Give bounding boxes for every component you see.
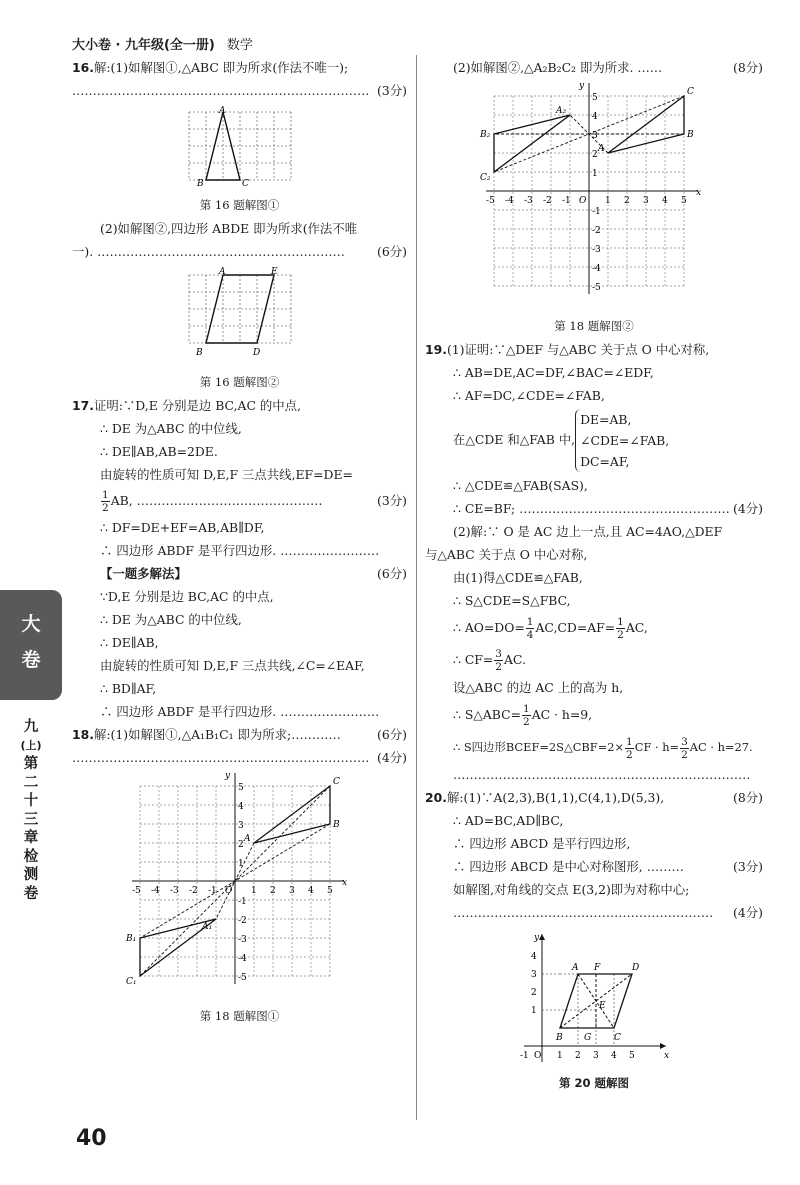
x-tick: 2 — [624, 196, 630, 206]
q17-method-title: 【一题多解法】 — [100, 566, 187, 581]
page-header — [72, 34, 253, 53]
label-A: A — [218, 267, 225, 277]
x-tick: -4 — [150, 886, 160, 896]
label-C: C — [687, 87, 694, 97]
x-tick: 5 — [681, 196, 687, 206]
label-B: B — [687, 130, 694, 140]
q18-caption1: 第 18 题解图① — [199, 1009, 280, 1023]
x-tick: -1 — [562, 196, 571, 206]
subject-label: 数学 — [226, 38, 253, 53]
q16-caption1: 第 16 题解图① — [199, 198, 280, 212]
x-tick: 1 — [605, 196, 611, 206]
q20-number: 20. — [425, 790, 447, 805]
y-tick: -5 — [237, 973, 247, 983]
q19-points1: (4分) — [733, 501, 763, 516]
label-B: B — [556, 1033, 563, 1043]
x-tick: -3 — [524, 196, 533, 206]
label-C1: C₁ — [125, 977, 136, 987]
label-B2: B₂ — [480, 130, 491, 140]
q18-figure1 — [72, 773, 407, 1006]
label-B: B — [332, 820, 340, 830]
q17-line3: ∴ DE∥AB,AB=2DE. — [100, 444, 218, 459]
q20-points1: (3分) — [733, 859, 763, 874]
label-A: A — [243, 834, 250, 844]
y-tick: -4 — [592, 264, 601, 274]
y-tick: 4 — [531, 952, 537, 962]
label-C: C — [332, 777, 340, 787]
q18-coordinate-figure1 — [125, 773, 355, 999]
q20-line5: 如解图,对角线的交点 E(3,2)即为对称中心; — [453, 882, 690, 897]
y-tick: 1 — [592, 169, 598, 179]
q20-line2: ∴ AD=BC,AD∥BC, — [453, 813, 564, 828]
label-E: E — [270, 267, 278, 277]
q18-figure2 — [425, 83, 763, 316]
q17-points1: (3分) — [377, 493, 407, 508]
q17-points2: (6分) — [377, 566, 407, 581]
fraction: $\frac{1}{4}$ — [526, 616, 534, 641]
y-tick: 5 — [237, 783, 244, 793]
x-tick: -3 — [169, 886, 179, 896]
x-tick: 5 — [629, 1051, 635, 1061]
q20-line4: ∴ 四边形 ABCD 是中心对称图形, ……… (3分) — [425, 855, 763, 878]
q17-m6: ∴ 四边形 ABDF 是平行四边形. …………………… (6分) — [72, 700, 407, 723]
y-tick: 1 — [237, 859, 244, 869]
x-tick: -2 — [543, 196, 552, 206]
y-tick: 2 — [531, 988, 537, 998]
q16-points1: (3分) — [377, 83, 407, 98]
q17-m3: ∴ DE∥AB, — [100, 635, 159, 650]
q16-line3 — [72, 217, 407, 240]
q16-figure1 — [72, 106, 407, 195]
x-tick: -4 — [505, 196, 514, 206]
q16-grid1 — [183, 106, 297, 188]
y-axis-label: y — [224, 773, 230, 781]
q17-m5: ∴ BD∥AF, — [100, 681, 157, 696]
q18-line2: ……………………………………………………………… (4分) — [72, 746, 407, 769]
q18-number: 18. — [72, 727, 94, 742]
label-B1: B₁ — [125, 934, 136, 944]
label-B: B — [196, 179, 204, 188]
label-C: C — [614, 1033, 621, 1043]
y-tick: 1 — [531, 1006, 537, 1016]
q16-text4: 一). …………………………………………………… — [72, 244, 345, 259]
y-tick: -3 — [237, 935, 247, 945]
q20-caption: 第 20 题解图 — [558, 1076, 629, 1090]
q17-line1 — [72, 394, 407, 417]
right-column — [425, 56, 763, 1095]
q18-points1: (4分) — [377, 750, 407, 765]
q18-text1: 解:(1)如解图①,△A₁B₁C₁ 即为所求;………… — [93, 727, 341, 742]
side-tab: 大 卷 — [0, 590, 62, 700]
q16-line1 — [72, 56, 407, 79]
x-tick: -5 — [486, 196, 495, 206]
q20-line1: 20.解:(1)∵A(2,3),B(1,1),C(4,1),D(5,3), — [425, 790, 665, 805]
q19-line12: ∴ CF= $\frac{3}{2}$ AC. — [453, 648, 526, 673]
x-axis-label: x — [341, 878, 347, 888]
q19-system: 在△CDE 和△FAB 中, DE=AB, ∠CDE=∠FAB, DC=AF, — [425, 409, 763, 472]
column-divider — [416, 55, 417, 1120]
q19-line1: 19.(1)证明:∵△DEF 与△ABC 关于点 O 中心对称, — [425, 342, 710, 357]
q20-points2: (4分) — [733, 905, 763, 920]
q17-m4: 由旋转的性质可知 D,E,F 三点共线,∠C=∠EAF, — [100, 658, 365, 673]
q17-line7: ∴ 四边形 ABDF 是平行四边形. …………………… (6分) — [72, 539, 407, 562]
q19-line15: ∴ S四边形BCEF=2S△CBF=2× $\frac{1}{2}$ CF · h= $\frac{3}{2}$ AC · h=27. — [453, 735, 753, 761]
q17-line6: ∴ DF=DE+EF=AB,AB∥DF, — [100, 520, 265, 535]
x-tick: 3 — [643, 196, 649, 206]
y-tick: -4 — [237, 954, 247, 964]
x-tick: 3 — [288, 886, 295, 896]
page-number: 40 — [76, 1126, 107, 1151]
y-tick: -1 — [237, 897, 247, 907]
q19-line14: ∴ S△ABC= $\frac{1}{2}$ AC · h=9, — [453, 703, 593, 728]
x-axis-label: x — [696, 188, 702, 198]
fraction: $\frac{1}{2}$ — [523, 703, 530, 728]
x-tick: 1 — [250, 886, 257, 896]
label-A: A — [218, 106, 225, 116]
y-tick: -2 — [237, 916, 247, 926]
q18-coordinate-figure2 — [479, 83, 709, 309]
label-D: D — [632, 963, 640, 973]
label-A1: A₁ — [201, 922, 212, 932]
q19-line13: 设△ABC 的边 AC 上的高为 h, — [453, 680, 624, 695]
y-axis-label: y — [579, 83, 585, 91]
x-tick: 4 — [611, 1051, 617, 1061]
y-tick: -2 — [592, 226, 601, 236]
book-title: 大小卷 · 九年级(全一册) — [72, 38, 215, 53]
x-tick: 1 — [557, 1051, 563, 1061]
origin-label: O — [224, 886, 232, 896]
q16-text3: (2)如解图②,四边形 ABDE 即为所求(作法不唯 — [100, 221, 358, 236]
x-tick: 2 — [269, 886, 276, 896]
q19-line3: ∴ AF=DC,∠CDE=∠FAB, — [453, 388, 605, 403]
left-column — [72, 56, 407, 1028]
y-tick: -1 — [592, 207, 601, 217]
origin-label: O — [579, 196, 587, 206]
origin-label: O — [534, 1051, 542, 1061]
q19-line9: 由(1)得△CDE≌△FAB, — [453, 570, 583, 585]
label-C2: C₂ — [480, 173, 491, 183]
x-tick: 3 — [593, 1051, 599, 1061]
y-tick: 4 — [592, 112, 598, 122]
q16-figure2 — [72, 267, 407, 372]
q19-line2: ∴ AB=DE,AC=DF,∠BAC=∠EDF, — [453, 365, 654, 380]
q19-line6: ∴ CE=BF; …………………………………………… (4分) — [425, 497, 763, 520]
x-tick: -1 — [520, 1051, 529, 1061]
q17-line2: ∴ DE 为△ABC 的中位线, — [100, 421, 242, 436]
q20-figure — [425, 928, 763, 1073]
y-tick: -5 — [592, 283, 601, 293]
q20-line6: ……………………………………………………… (4分) — [425, 901, 763, 924]
q17-line5 — [72, 486, 407, 516]
q17-m2: ∴ DE 为△ABC 的中位线, — [100, 612, 242, 627]
label-B: B — [195, 348, 203, 358]
q19-number: 19. — [425, 342, 447, 357]
x-tick: 4 — [662, 196, 668, 206]
label-G: G — [584, 1033, 592, 1043]
y-tick: 4 — [237, 802, 244, 812]
q17-line4: 由旋转的性质可知 D,E,F 三点共线,EF=DE= — [100, 467, 353, 482]
q18-line1 — [72, 723, 407, 746]
x-tick: 2 — [575, 1051, 581, 1061]
q17-text5: AB, ……………………………………… — [110, 493, 323, 508]
y-tick: 2 — [592, 150, 598, 160]
q16-caption2: 第 16 题解图② — [199, 375, 280, 389]
x-tick: 5 — [326, 886, 333, 896]
y-axis-label: y — [534, 933, 540, 943]
q19-line8: 与△ABC 关于点 O 中心对称, — [425, 547, 588, 562]
q18-line3: (2)如解图②,△A₂B₂C₂ 即为所求. …… (8分) — [425, 56, 763, 79]
label-E: E — [599, 1001, 606, 1011]
y-tick: 3 — [237, 821, 244, 831]
q19-line16: ……………………………………………………………… (8分) — [425, 763, 763, 786]
q16-line4 — [72, 240, 407, 263]
q16-line2 — [72, 79, 407, 102]
y-tick: -3 — [592, 245, 601, 255]
q16-points2: (6分) — [377, 244, 407, 259]
side-chapter-label: 九 (上) 第 二 十 三 章 检 测 卷 — [20, 719, 42, 902]
fraction: $\frac{3}{2}$ — [681, 735, 688, 761]
fraction: $\frac{3}{2}$ — [495, 648, 502, 673]
x-tick: 4 — [307, 886, 314, 896]
q16-grid2 — [183, 267, 297, 365]
x-tick: -2 — [188, 886, 198, 896]
y-tick: 3 — [531, 970, 537, 980]
q17-text1: 证明:∵D,E 分别是边 BC,AC 的中点, — [93, 398, 302, 413]
q19-line11: ∴ AO=DO= $\frac{1}{4}$ AC,CD=AF= $\frac{1}{2}$ AC, — [453, 616, 648, 641]
q19-points2: (8分) — [733, 790, 763, 805]
equation-brace: DE=AB, ∠CDE=∠FAB, DC=AF, — [575, 409, 669, 472]
fraction: $\frac{1}{2}$ — [626, 735, 633, 761]
q20-coordinate-figure — [514, 928, 674, 1066]
label-A: A — [598, 144, 605, 154]
triangle-a2b2c2 — [494, 115, 570, 172]
q19-line7: (2)解:∵ O 是 AC 边上一点,且 AC=4AO,△DEF — [453, 524, 723, 539]
q16-dots1: ……………………………………………………………… — [72, 83, 370, 98]
x-tick: -1 — [207, 886, 217, 896]
x-axis-label: x — [664, 1051, 670, 1061]
y-tick: 5 — [592, 93, 598, 103]
fraction: $\frac{1}{2}$ — [102, 489, 109, 514]
label-A: A — [572, 963, 579, 973]
label-A2: A₂ — [556, 106, 567, 116]
label-D: D — [252, 348, 260, 358]
q17-points3: (6分) — [377, 727, 407, 742]
label-C: C — [241, 179, 249, 188]
q18-points2: (8分) — [733, 60, 763, 75]
y-tick: 2 — [237, 840, 244, 850]
y-tick: 3 — [592, 131, 598, 141]
q18-caption2: 第 18 题解图② — [554, 319, 634, 333]
q20-line3: ∴ 四边形 ABCD 是平行四边形, — [453, 836, 631, 851]
q16-text1: 解:(1)如解图①,△ABC 即为所求(作法不唯一); — [93, 60, 349, 75]
x-tick: -5 — [131, 886, 141, 896]
q19-line10: ∴ S△CDE=S△FBC, — [453, 593, 571, 608]
q19-line5: ∴ △CDE≌△FAB(SAS), — [453, 478, 588, 493]
fraction: $\frac{1}{2}$ — [617, 616, 624, 641]
label-F: F — [594, 963, 601, 973]
q17-number: 17. — [72, 398, 94, 413]
q16-number: 16. — [72, 60, 94, 75]
q17-m1: ∵D,E 分别是边 BC,AC 的中点, — [100, 589, 274, 604]
